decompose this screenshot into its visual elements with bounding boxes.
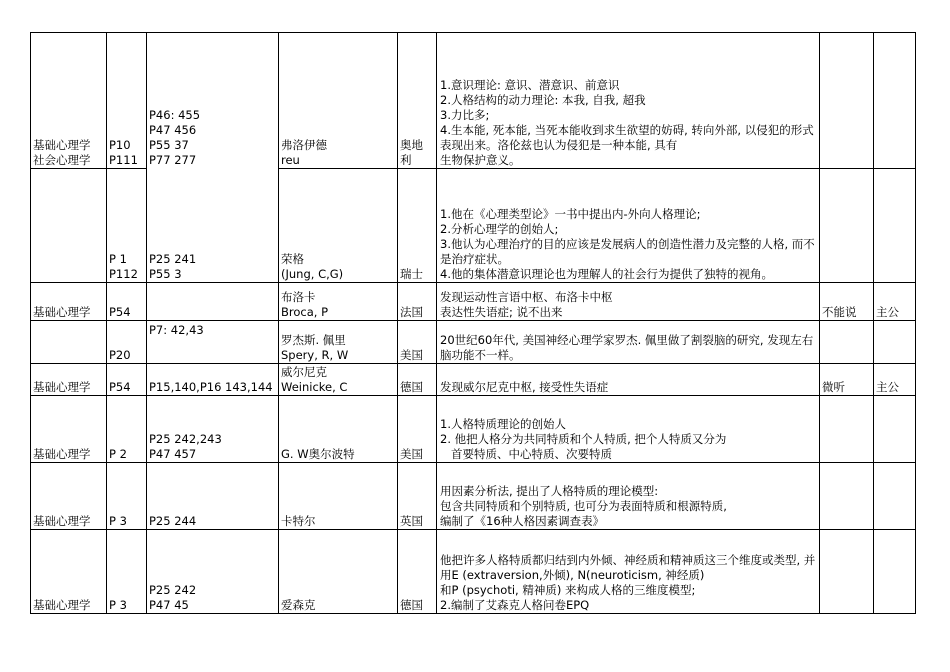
extra-cell-2[interactable] [874, 530, 916, 614]
table-row [31, 169, 916, 283]
subject-cell[interactable]: 基础心理学 [31, 396, 107, 463]
extra-cell-1[interactable] [820, 396, 874, 463]
extra-cell-1[interactable] [820, 530, 874, 614]
pages-cell[interactable]: P25 244 [147, 463, 279, 530]
description-cell[interactable]: 发现运动性言语中枢、布洛卡中枢 表达性失语症; 说不出来 [437, 283, 820, 321]
page-ref-cell[interactable]: P10 P111 [107, 33, 147, 169]
subject-cell[interactable]: 基础心理学 社会心理学 [31, 33, 107, 169]
description-cell[interactable]: 他把许多人格特质都归结到内外倾、神经质和精神质这三个维度或类型, 并用E (extraversion,外倾), N(neuroticism, 神经质) 和P (psychoti, 精神质) 来构成人格的三维度模型; 2.编制了艾森克人格问卷EPQ [437, 530, 820, 614]
country-cell[interactable]: 法国 [398, 283, 437, 321]
subject-cell[interactable]: 基础心理学 [31, 283, 107, 321]
description-cell[interactable]: 20世纪60年代, 美国神经心理学家罗杰. 佩里做了割裂脑的研究, 发现左右脑功能不一样。 [437, 321, 820, 364]
country-cell[interactable]: 英国 [398, 463, 437, 530]
page-ref-cell[interactable]: P 3 [107, 463, 147, 530]
extra-cell-1[interactable] [820, 169, 874, 283]
table-row [31, 33, 916, 169]
subject-cell[interactable] [31, 169, 107, 283]
description-cell[interactable]: 发现威尔尼克中枢, 接受性失语症 [437, 364, 820, 396]
country-cell[interactable]: 瑞士 [398, 169, 437, 283]
person-cell[interactable]: 弗洛伊德 reu [279, 33, 398, 169]
pages-cell[interactable]: P15,140,P16 143,144 [147, 364, 279, 396]
extra-cell-2[interactable]: 主公 [874, 283, 916, 321]
page-ref-cell[interactable]: P20 [107, 321, 147, 364]
pages-cell[interactable]: P25 242 P47 45 [147, 530, 279, 614]
extra-cell-2[interactable] [874, 169, 916, 283]
extra-cell-1[interactable]: 微听 [820, 364, 874, 396]
country-cell[interactable]: 德国 [398, 530, 437, 614]
extra-cell-1[interactable]: 不能说 [820, 283, 874, 321]
table-row [31, 463, 916, 530]
country-cell[interactable]: 美国 [398, 396, 437, 463]
extra-cell-2[interactable] [874, 396, 916, 463]
subject-cell[interactable]: 基础心理学 [31, 364, 107, 396]
spreadsheet-table [30, 32, 916, 614]
description-cell[interactable]: 1.意识理论: 意识、潜意识、前意识 2.人格结构的动力理论: 本我, 自我, 超我 3.力比多; 4.生本能, 死本能, 当死本能收到求生欲望的妨碍, 转向外部, 以侵犯的形式表现出来。洛伦兹也认为侵犯是一种本能, 具有 生物保护意义。 [437, 33, 820, 169]
extra-cell-2[interactable] [874, 33, 916, 169]
table-row [31, 364, 916, 396]
country-cell[interactable]: 美国 [398, 321, 437, 364]
page-ref-cell[interactable]: P 2 [107, 396, 147, 463]
page-ref-cell[interactable]: P 3 [107, 530, 147, 614]
person-cell[interactable]: 罗杰斯. 佩里 Spery, R, W [279, 321, 398, 364]
subject-cell[interactable]: 基础心理学 [31, 530, 107, 614]
description-cell[interactable]: 1.人格特质理论的创始人 2. 他把人格分为共同特质和个人特质, 把个人特质又分为 首要特质、中心特质、次要特质 [437, 396, 820, 463]
person-cell[interactable]: 爱森克 [279, 530, 398, 614]
table-row [31, 321, 916, 364]
subject-cell[interactable] [31, 321, 107, 364]
person-cell[interactable]: 布洛卡 Broca, P [279, 283, 398, 321]
extra-cell-1[interactable] [820, 321, 874, 364]
extra-cell-2[interactable] [874, 463, 916, 530]
description-cell[interactable]: 用因素分析法, 提出了人格特质的理论模型: 包含共同特质和个别特质, 也可分为表面特质和根源特质, 编制了《16种人格因素调查表》 [437, 463, 820, 530]
pages-cell[interactable]: P25 242,243 P47 457 [147, 396, 279, 463]
person-cell[interactable]: 荣格 (Jung, C,G) [279, 169, 398, 283]
page-ref-cell[interactable]: P54 [107, 283, 147, 321]
country-cell[interactable]: 德国 [398, 364, 437, 396]
country-cell[interactable]: 奥地利 [398, 33, 437, 169]
page-ref-cell[interactable]: P54 [107, 364, 147, 396]
person-cell[interactable]: 卡特尔 [279, 463, 398, 530]
subject-cell[interactable]: 基础心理学 [31, 463, 107, 530]
description-cell[interactable]: 1.他在《心理类型论》一书中提出内-外向人格理论; 2.分析心理学的创始人; 3.他认为心理治疗的目的应该是发展病人的创造性潜力及完整的人格, 而不是治疗症状。 4.他的集体潜意识理论也为理解人的社会行为提供了独特的视角。 [437, 169, 820, 283]
pages-cell[interactable]: P46: 455 P47 456 P55 37 P77 277 [147, 33, 279, 169]
extra-cell-1[interactable] [820, 463, 874, 530]
table-row [31, 283, 916, 321]
person-cell[interactable]: G. W奥尔波特 [279, 396, 398, 463]
pages-cell[interactable]: P7: 42,43 [147, 321, 279, 364]
extra-cell-2[interactable] [874, 321, 916, 364]
extra-cell-2[interactable]: 主公 [874, 364, 916, 396]
pages-cell[interactable]: P25 241 P55 3 [147, 169, 279, 283]
table-row [31, 530, 916, 614]
extra-cell-1[interactable] [820, 33, 874, 169]
page-ref-cell[interactable]: P 1 P112 [107, 169, 147, 283]
person-cell[interactable]: 威尔尼克 Weinicke, C [279, 364, 398, 396]
pages-cell[interactable] [147, 283, 279, 321]
table-row [31, 396, 916, 463]
